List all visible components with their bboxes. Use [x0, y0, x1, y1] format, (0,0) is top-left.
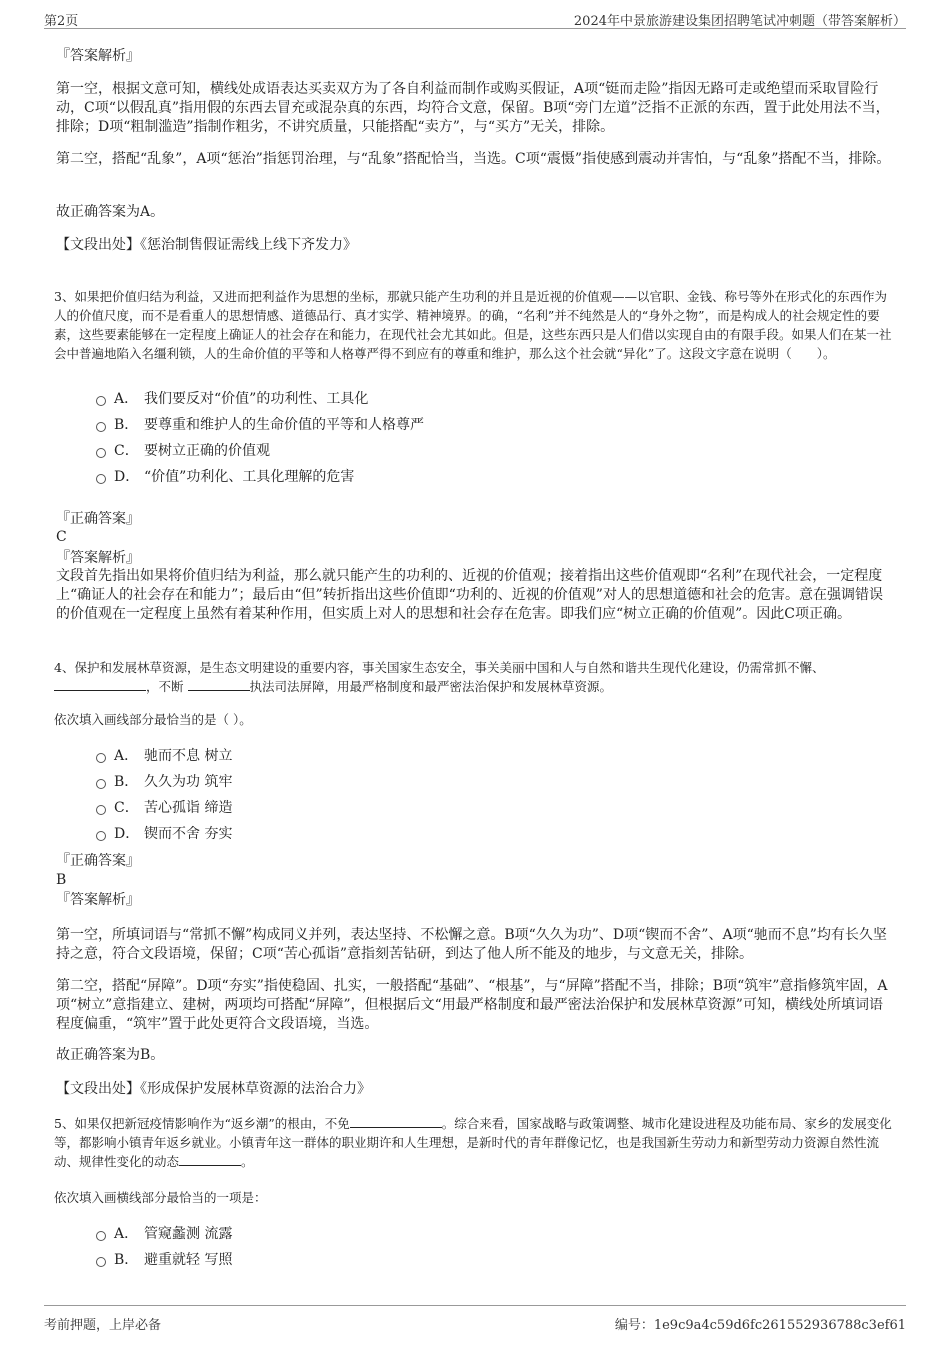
q2-analysis-label: 『答案解析』: [56, 48, 140, 64]
q5-option-a[interactable]: A． 管窥蠡测 流露: [96, 1220, 876, 1246]
radio-icon[interactable]: [96, 779, 106, 789]
radio-icon[interactable]: [96, 448, 106, 458]
footer-slogan: 考前押题，上岸必备: [44, 1318, 162, 1333]
document-title: 2024年中景旅游建设集团招聘笔试冲刺题（带答案解析）: [573, 14, 906, 29]
q4-answer: B: [56, 872, 67, 888]
q3-option-b[interactable]: B． 要尊重和维护人的生命价值的平等和人格尊严: [96, 411, 876, 437]
q4-analysis-para1: 第一空，所填词语与“常抓不懈”构成同义并列，表达坚持、不松懈之意。B项“久久为功”、D项“锲而不舍”、A项“驰而不息”均有长久坚持之意，符合文段语境，保留；C项“苦心孤诣”意指刻苦钻研，到达了他人所不能及的地步，与文意无关，排除。: [56, 927, 887, 962]
q4-answer-label: 『正确答案』: [56, 853, 140, 869]
radio-icon[interactable]: [96, 474, 106, 484]
q4-option-a[interactable]: A． 驰而不息 树立: [96, 742, 876, 768]
q3-answer: C: [56, 529, 67, 545]
page-footer: [44, 1305, 906, 1333]
q3-analysis: 文段首先指出如果将价值归结为利益，那么就只能产生的功利的、近视的价值观；接着指出这些价值观即“名利”在现代社会，一定程度上“确证人的社会存在和能力”；最后由“但”转折指出这些价值即“功利的、近视的价值观”对人的思想道德和社会的危害。意在强调错误的价值观在一定程度上虽然有着某种作用，但实质上对人的思想和社会存在危害。即我们应“树立正确的价值观”。因此C项正确。: [56, 568, 883, 622]
q4-conclusion: 故正确答案为B。: [56, 1047, 165, 1063]
radio-icon[interactable]: [96, 1231, 106, 1241]
radio-icon[interactable]: [96, 422, 106, 432]
q4-option-c[interactable]: C． 苦心孤诣 缔造: [96, 794, 876, 820]
q3-option-d[interactable]: D． “价值”功利化、工具化理解的危害: [96, 463, 876, 489]
q3-analysis-label: 『答案解析』: [56, 550, 140, 566]
q4-analysis-para2: 第二空，搭配“屏障”。D项“夯实”指使稳固、扎实，一般搭配“基础”、“根基”，与“屏障”搭配不当，排除；B项“筑牢”意指修筑牢固，A项“树立”意指建立、建树，两项均可搭配“屏障”，但根据后文“用最严格制度和最严密法治保护和发展林草资源”可知，横线处所填词语程度偏重，“筑牢”置于此处更符合文段语境，当选。: [56, 978, 888, 1032]
q4-source: 【文段出处】《形成保护发展林草资源的法治合力》: [56, 1081, 371, 1097]
q2-analysis-para2: 第二空，搭配“乱象”，A项“惩治”指惩罚治理，与“乱象”搭配恰当，当选。C项“震慑”指使感到震动并害怕，与“乱象”搭配不当，排除。: [56, 151, 891, 167]
q5-options: [96, 1220, 876, 1272]
blank-4: [179, 1153, 241, 1166]
q3-option-a[interactable]: A． 我们要反对“价值”的功利性、工具化: [96, 385, 876, 411]
q3-option-c[interactable]: C． 要树立正确的价值观: [96, 437, 876, 463]
q2-analysis-para1: 第一空，根据文意可知，横线处成语表达买卖双方为了各自利益而制作或购买假证，A项“铤而走险”指因无路可走或绝望而采取冒险行动，C项“以假乱真”指用假的东西去冒充或混杂真的东西，均符合文意，保留。B项“旁门左道”泛指不正派的东西，置于此处用法不当，排除；D项“粗制滥造”指制作粗劣，不讲究质量，只能搭配“卖方”，与“买方”无关，排除。: [56, 81, 890, 135]
q4-prompt: 依次填入画线部分最恰当的是（ ）。: [54, 712, 252, 727]
q3-answer-label: 『正确答案』: [56, 511, 140, 527]
q2-conclusion: 故正确答案为A。: [56, 204, 165, 220]
page-header: [44, 6, 906, 29]
q5-option-b[interactable]: B． 避重就轻 写照: [96, 1246, 876, 1272]
radio-icon[interactable]: [96, 805, 106, 815]
q4-analysis-label: 『答案解析』: [56, 892, 140, 908]
document-id: 编号：1e9c9a4c59d6fc261552936788c3ef61: [614, 1318, 906, 1333]
blank-2: [188, 678, 250, 691]
q5-prompt: 依次填入画横线部分最恰当的一项是：: [54, 1190, 267, 1205]
blank-3: [350, 1115, 442, 1128]
q3-stem: 3、如果把价值归结为利益，又进而把利益作为思想的坐标，那就只能产生功利的并且是近视的价值观——以官职、金钱、称号等外在形式化的东西作为人的价值尺度，而不是看重人的思想情感、道德品行、真才实学、精神境界。的确，“名利”并不纯然是人的“身外之物”，而是构成人的社会规定性的要素，这些要素能够在一定程度上确证人的社会存在和能力，在现代社会尤其如此。但是，这些东西只是人们借以实现自由的有限手段。如果人们在某一社会中普遍地陷入名缰利锁，人的生命价值的平等和人格尊严得不到应有的尊重和维护，那么这个社会就“异化”了。这段文字意在说明（ ）。: [54, 289, 892, 361]
page-number: 第2页: [44, 14, 79, 29]
q5-stem: 5、如果仅把新冠疫情影响作为“返乡潮”的根由，不免 。综合来看，国家战略与政策调整、城市化建设进程及功能布局、家乡的发展变化等，都影响小镇青年返乡就业。小镇青年这一群体的职业期许和人生理想，是新时代的青年群像记忆，也是我国新生劳动力和新型劳动力资源自然性流动、规律性变化的动态 。: [54, 1116, 892, 1169]
q3-options: [96, 385, 876, 489]
q4-stem: 4、保护和发展林草资源，是生态文明建设的重要内容，事关国家生态安全，事关美丽中国和人与自然和谐共生现代化建设，仍需常抓不懈、 ，不断 执法司法屏障，用最严格制度和最严密法治保护和发展林草资源。: [54, 660, 825, 694]
radio-icon[interactable]: [96, 831, 106, 841]
radio-icon[interactable]: [96, 753, 106, 763]
q4-options: [96, 742, 876, 846]
radio-icon[interactable]: [96, 396, 106, 406]
q4-option-b[interactable]: B． 久久为功 筑牢: [96, 768, 876, 794]
q2-source: 【文段出处】《惩治制售假证需线上线下齐发力》: [56, 237, 357, 253]
q4-option-d[interactable]: D． 锲而不舍 夯实: [96, 820, 876, 846]
blank-1: [54, 678, 146, 691]
radio-icon[interactable]: [96, 1257, 106, 1267]
